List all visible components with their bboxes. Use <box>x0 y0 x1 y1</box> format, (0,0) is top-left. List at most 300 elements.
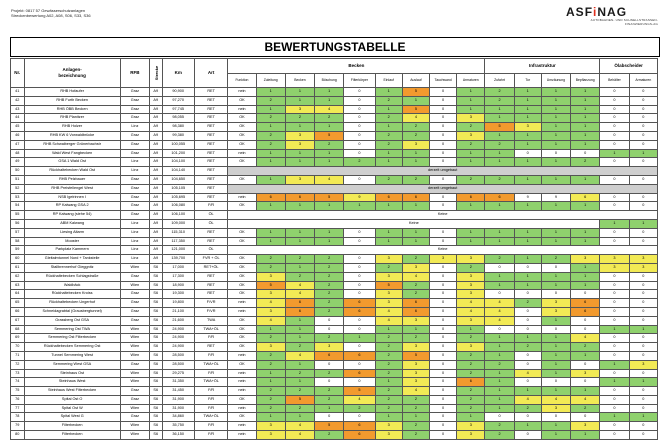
rating-cell: 1 <box>485 158 514 167</box>
rating-cell: 0 <box>430 158 457 167</box>
logo-letter: i <box>593 5 597 19</box>
rating-cell: 1 <box>600 378 629 387</box>
rating-cell: 0 <box>629 140 657 149</box>
row-rfb: Graz <box>120 290 149 299</box>
rating-cell: 0 <box>600 237 629 246</box>
rating-cell: 2 <box>402 175 429 184</box>
row-strecke: S6 <box>149 325 162 334</box>
table-row <box>11 140 658 149</box>
rating-cell: 3 <box>457 422 485 431</box>
rating-cell: 0 <box>600 316 629 325</box>
row-rfb: Wien <box>120 351 149 360</box>
rating-cell: 2 <box>315 307 344 316</box>
col-anlage-label: Anlagen- bezeichnung <box>58 67 86 78</box>
logo-letter: S <box>575 5 584 19</box>
rating-cell: 0 <box>629 175 657 184</box>
funktion-cell: OK <box>228 175 256 184</box>
rating-cell: 9 <box>541 193 570 202</box>
rating-cell: 1 <box>514 175 541 184</box>
rating-cell: 0 <box>430 387 457 396</box>
row-rfb: Wien <box>120 422 149 431</box>
row-km: 18,900 <box>162 281 194 290</box>
rating-cell: 1 <box>285 158 314 167</box>
rating-cell: 0 <box>514 431 541 440</box>
rating-cell: 2 <box>402 422 429 431</box>
rating-cell: 0 <box>629 281 657 290</box>
rating-cell: 1 <box>629 149 657 158</box>
rating-cell: 0 <box>600 131 629 140</box>
row-km: 98,055 <box>162 114 194 123</box>
row-km: 31,350 <box>162 378 194 387</box>
row-km: 21,600 <box>162 316 194 325</box>
row-rfb: Graz <box>120 149 149 158</box>
rating-cell: 0 <box>430 316 457 325</box>
row-name: Spital Ost O <box>24 395 120 404</box>
rating-cell: 2 <box>285 343 314 352</box>
funktion-cell: OK <box>228 123 256 132</box>
rating-cell: 2 <box>285 114 314 123</box>
rating-cell: 1 <box>541 131 570 140</box>
rating-cell: 1 <box>285 413 314 422</box>
rating-cell: 1 <box>375 88 402 97</box>
row-nr: 69 <box>11 334 25 343</box>
rating-cell: 1 <box>285 96 314 105</box>
rating-cell: 0 <box>571 316 600 325</box>
rating-cell: 1 <box>485 395 514 404</box>
rating-cell: 0 <box>541 413 570 422</box>
rating-cell: 2 <box>485 140 514 149</box>
rating-cell: 0 <box>315 316 344 325</box>
rating-cell: 3 <box>430 255 457 264</box>
subcol-header: Tor <box>514 74 541 88</box>
row-nr: 55 <box>11 211 25 220</box>
funktion-cell: nein <box>228 378 256 387</box>
rating-cell: 0 <box>514 316 541 325</box>
row-strecke: S6 <box>149 404 162 413</box>
table-row <box>11 395 658 404</box>
row-art: FVR + ÖL <box>194 255 227 264</box>
table-row <box>11 246 658 255</box>
row-strecke: S6 <box>149 360 162 369</box>
row-art: F/R <box>194 404 227 413</box>
rating-cell: 3 <box>285 140 314 149</box>
rating-cell: 2 <box>485 360 514 369</box>
rating-cell: 1 <box>571 237 600 246</box>
rating-cell: 0 <box>344 325 375 334</box>
rating-cell: 0 <box>629 158 657 167</box>
rating-cell: 0 <box>344 290 375 299</box>
row-art: RET <box>194 123 227 132</box>
funktion-cell: OK <box>228 158 256 167</box>
rating-cell: 6 <box>285 307 314 316</box>
rating-cell: 1 <box>541 96 570 105</box>
row-nr: 58 <box>11 237 25 246</box>
rating-cell: 1 <box>285 325 314 334</box>
rating-cell: 0 <box>344 255 375 264</box>
rating-cell: 3 <box>629 263 657 272</box>
row-km: 117,350 <box>162 237 194 246</box>
rating-cell: 1 <box>256 105 285 114</box>
rating-cell: 6 <box>344 307 375 316</box>
rating-cell: 1 <box>629 378 657 387</box>
rating-cell: 1 <box>541 431 570 440</box>
row-km: 31,900 <box>162 395 194 404</box>
rating-cell: 0 <box>430 175 457 184</box>
rating-cell: 1 <box>514 114 541 123</box>
rating-cell: 3 <box>457 431 485 440</box>
rating-cell: 6 <box>402 307 429 316</box>
row-name: Gleitalmtunnel Nord + Tankstelle <box>24 255 120 264</box>
rating-cell: 0 <box>344 263 375 272</box>
rating-cell: 0 <box>571 290 600 299</box>
row-rfb: Graz <box>120 395 149 404</box>
rating-cell: 3 <box>256 343 285 352</box>
rating-cell: 2 <box>315 395 344 404</box>
subcol-header: Zufahrt <box>485 74 514 88</box>
row-rfb: Graz <box>120 175 149 184</box>
rating-cell: 0 <box>600 431 629 440</box>
table-row <box>11 431 658 440</box>
rating-cell: 0 <box>430 193 457 202</box>
row-km: 24,900 <box>162 334 194 343</box>
row-km: 104,650 <box>162 175 194 184</box>
rating-cell: 4 <box>375 307 402 316</box>
rating-cell: 1 <box>256 325 285 334</box>
rating-cell: 3 <box>571 422 600 431</box>
rating-cell: 1 <box>285 228 314 237</box>
rating-cell: 1 <box>571 272 600 281</box>
rating-cell: 2 <box>285 387 314 396</box>
rating-cell: 4 <box>402 387 429 396</box>
rating-cell: 2 <box>457 360 485 369</box>
rating-cell: 0 <box>571 378 600 387</box>
rating-cell: 1 <box>256 413 285 422</box>
rating-cell: 6 <box>344 299 375 308</box>
row-strecke: A9 <box>149 175 162 184</box>
rating-cell: 1 <box>514 387 541 396</box>
table-row <box>11 343 658 352</box>
rating-cell: 1 <box>541 316 570 325</box>
rating-cell: 4 <box>541 395 570 404</box>
funktion-cell: nein <box>228 387 256 396</box>
subcol-header: Filterkörper <box>344 74 375 88</box>
row-nr: 74 <box>11 378 25 387</box>
rating-cell: 0 <box>629 290 657 299</box>
rating-cell: 1 <box>541 281 570 290</box>
rating-cell: 0 <box>600 404 629 413</box>
rating-cell: 0 <box>571 325 600 334</box>
row-strecke: A9 <box>149 96 162 105</box>
rating-cell: 0 <box>600 202 629 211</box>
row-nr: 44 <box>11 114 25 123</box>
rating-cell: 2 <box>375 369 402 378</box>
row-nr: 50 <box>11 167 25 176</box>
rating-cell: 1 <box>402 96 429 105</box>
rating-cell: 0 <box>344 123 375 132</box>
rating-cell: 1 <box>514 228 541 237</box>
rating-cell: 1 <box>571 281 600 290</box>
col-art: Art <box>194 59 227 88</box>
row-nr: 65 <box>11 299 25 308</box>
row-art: TWA+ÖL <box>194 378 227 387</box>
rating-cell: 1 <box>514 255 541 264</box>
funktion-cell: OK <box>228 395 256 404</box>
row-nr: 70 <box>11 343 25 352</box>
row-nr: 66 <box>11 307 25 316</box>
row-nr: 43 <box>11 105 25 114</box>
rating-cell: 1 <box>541 422 570 431</box>
rating-cell: 1 <box>629 325 657 334</box>
row-art: F/R <box>194 395 227 404</box>
row-km: 106,100 <box>162 211 194 220</box>
rating-cell: 0 <box>514 360 541 369</box>
rating-cell: 3 <box>402 378 429 387</box>
rating-cell: 3 <box>402 316 429 325</box>
row-rfb: Wien <box>120 404 149 413</box>
row-rfb: Graz <box>120 299 149 308</box>
rating-cell: 0 <box>629 202 657 211</box>
rating-cell: 1 <box>256 228 285 237</box>
subcol-header: Auslauf <box>402 74 429 88</box>
row-strecke: A9 <box>149 123 162 132</box>
rating-cell: 2 <box>457 404 485 413</box>
rating-cell: 6 <box>256 193 285 202</box>
rating-cell: 1 <box>285 360 314 369</box>
rating-cell: 1 <box>514 158 541 167</box>
rating-cell: 1 <box>402 202 429 211</box>
rating-cell: 2 <box>344 404 375 413</box>
row-name: RHB Pelzbauer <box>24 175 120 184</box>
table-row <box>11 202 658 211</box>
rating-cell: 1 <box>571 131 600 140</box>
rating-cell: 2 <box>375 351 402 360</box>
rating-cell: 2 <box>375 96 402 105</box>
row-nr: 51 <box>11 175 25 184</box>
row-art: F/R <box>194 334 227 343</box>
row-status-note: Keine <box>228 219 600 228</box>
rating-cell: 1 <box>375 105 402 114</box>
table-row <box>11 360 658 369</box>
row-name: Spital West G <box>24 413 120 422</box>
rating-cell: 3 <box>600 263 629 272</box>
rating-cell: 0 <box>430 272 457 281</box>
rating-cell: 0 <box>629 228 657 237</box>
rating-cell: 2 <box>256 263 285 272</box>
rating-cell: 1 <box>571 175 600 184</box>
rating-cell: 0 <box>430 404 457 413</box>
row-rfb: Linz <box>120 237 149 246</box>
rating-cell: 2 <box>315 281 344 290</box>
rating-cell: 2 <box>256 140 285 149</box>
rating-cell: 0 <box>344 88 375 97</box>
rating-cell: 1 <box>402 413 429 422</box>
rating-cell: 1 <box>457 325 485 334</box>
row-art: ÖL <box>194 219 227 228</box>
table-row <box>11 123 658 132</box>
rating-cell: 3 <box>285 105 314 114</box>
rating-cell: 1 <box>541 334 570 343</box>
table-row <box>11 255 658 264</box>
rating-cell: 2 <box>402 131 429 140</box>
rating-cell: 2 <box>256 351 285 360</box>
row-km: 98,380 <box>162 123 194 132</box>
row-nr: 73 <box>11 369 25 378</box>
rating-cell: 0 <box>344 316 375 325</box>
rating-cell: 0 <box>600 272 629 281</box>
logo-letter: A <box>566 5 575 19</box>
row-name: ABM Kalwang <box>24 219 120 228</box>
rating-cell: 1 <box>457 149 485 158</box>
funktion-cell: nein <box>228 299 256 308</box>
rating-cell: 2 <box>375 387 402 396</box>
rating-cell: 1 <box>514 131 541 140</box>
row-name: RHB Holzer <box>24 123 120 132</box>
row-name: RHB Preisfellengel West <box>24 184 120 193</box>
table-row <box>11 96 658 105</box>
row-name: Schneidagrabtal (Grausbergtunnel) <box>24 307 120 316</box>
rating-cell: 0 <box>344 281 375 290</box>
row-name: Rückhaltebecken Kroiss <box>24 290 120 299</box>
rating-cell: 0 <box>600 193 629 202</box>
rating-cell: 1 <box>256 149 285 158</box>
row-nr: 79 <box>11 422 25 431</box>
rating-cell: 3 <box>457 272 485 281</box>
row-art: RET <box>194 158 227 167</box>
row-km: 121,000 <box>162 246 194 255</box>
rating-cell: 2 <box>457 140 485 149</box>
funktion-cell: OK <box>228 255 256 264</box>
row-name: Filterbecken <box>24 431 120 440</box>
table-row <box>11 263 658 272</box>
row-art: F/R <box>194 431 227 440</box>
row-nr: 72 <box>11 360 25 369</box>
rating-cell: 2 <box>315 140 344 149</box>
rating-cell: 1 <box>541 123 570 132</box>
rating-cell: 3 <box>514 123 541 132</box>
rating-cell: 0 <box>430 413 457 422</box>
rating-cell: 0 <box>344 131 375 140</box>
rating-cell: 0 <box>344 228 375 237</box>
row-strecke: A9 <box>149 219 162 228</box>
group-oelabscheider: Ölabscheider <box>600 59 658 74</box>
rating-cell: 1 <box>375 202 402 211</box>
rating-cell: 2 <box>571 158 600 167</box>
rating-cell: 1 <box>571 114 600 123</box>
table-row <box>11 131 658 140</box>
rating-cell: 2 <box>256 387 285 396</box>
row-art: F/VR <box>194 307 227 316</box>
rating-cell: 5 <box>402 88 429 97</box>
rating-cell: 1 <box>541 202 570 211</box>
row-name: Rückhaltebecken Semmering Ost <box>24 343 120 352</box>
rating-cell: 2 <box>315 114 344 123</box>
row-rfb: Graz <box>120 413 149 422</box>
row-rfb: Graz <box>120 114 149 123</box>
rating-cell: 3 <box>600 255 629 264</box>
row-rfb: Graz <box>120 131 149 140</box>
rating-cell: 1 <box>457 96 485 105</box>
row-nr: 49 <box>11 158 25 167</box>
rating-cell: 3 <box>629 360 657 369</box>
rating-cell: 1 <box>256 378 285 387</box>
row-km: 99,380 <box>162 131 194 140</box>
row-strecke: S6 <box>149 343 162 352</box>
rating-cell: 0 <box>514 351 541 360</box>
funktion-cell: nein <box>228 369 256 378</box>
rating-cell: 1 <box>375 123 402 132</box>
rating-cell: 3 <box>541 404 570 413</box>
rating-cell: 1 <box>541 351 570 360</box>
row-strecke: S6 <box>149 422 162 431</box>
row-name: Spital Ost W <box>24 404 120 413</box>
rating-cell: 3 <box>375 299 402 308</box>
rating-cell: 2 <box>514 343 541 352</box>
rating-cell: 0 <box>344 360 375 369</box>
subcol-header: Böschung <box>315 74 344 88</box>
rating-cell: 2 <box>457 369 485 378</box>
rating-cell: 3 <box>375 422 402 431</box>
rating-cell: 3 <box>457 131 485 140</box>
rating-cell: 2 <box>514 299 541 308</box>
row-rfb: Graz <box>120 193 149 202</box>
rating-cell: 1 <box>457 413 485 422</box>
row-strecke: S6 <box>149 431 162 440</box>
rating-cell: 2 <box>402 404 429 413</box>
table-row <box>11 149 658 158</box>
rating-cell: 1 <box>485 387 514 396</box>
assessment-table <box>10 58 658 440</box>
rating-cell: 2 <box>315 387 344 396</box>
rating-cell: 0 <box>430 202 457 211</box>
funktion-cell: OK <box>228 272 256 281</box>
rating-cell: 4 <box>457 307 485 316</box>
rating-cell: 3 <box>629 255 657 264</box>
rating-cell: 1 <box>600 149 629 158</box>
rating-cell: 0 <box>629 193 657 202</box>
rating-cell: 2 <box>375 404 402 413</box>
rating-cell: 3 <box>402 140 429 149</box>
rating-cell: 1 <box>285 123 314 132</box>
rating-cell: 2 <box>485 88 514 97</box>
row-nr: 68 <box>11 325 25 334</box>
logo-letter: A <box>607 5 616 19</box>
row-name: Mooster <box>24 237 120 246</box>
funktion-cell: nein <box>228 88 256 97</box>
rating-cell: 2 <box>402 255 429 264</box>
row-strecke: S6 <box>149 413 162 422</box>
row-strecke: S6 <box>149 281 162 290</box>
rating-cell: 2 <box>457 334 485 343</box>
rating-cell: 2 <box>402 431 429 440</box>
rating-cell: 4 <box>315 105 344 114</box>
row-strecke: A9 <box>149 255 162 264</box>
rating-cell: 6 <box>571 307 600 316</box>
row-art: F/R <box>194 369 227 378</box>
row-strecke: A9 <box>149 140 162 149</box>
row-km: 24,900 <box>162 343 194 352</box>
rating-cell: 6 <box>344 431 375 440</box>
rating-cell: 2 <box>315 290 344 299</box>
row-art: ÖL <box>194 211 227 220</box>
rating-cell: 0 <box>600 114 629 123</box>
row-name: RP Kalwang GSA 2 <box>24 202 120 211</box>
row-art: RET <box>194 149 227 158</box>
rating-cell: 3 <box>457 114 485 123</box>
rating-cell: 0 <box>600 175 629 184</box>
subcol-header: Bepflanzung <box>571 74 600 88</box>
rating-cell: 2 <box>457 351 485 360</box>
rating-cell: 5 <box>285 395 314 404</box>
